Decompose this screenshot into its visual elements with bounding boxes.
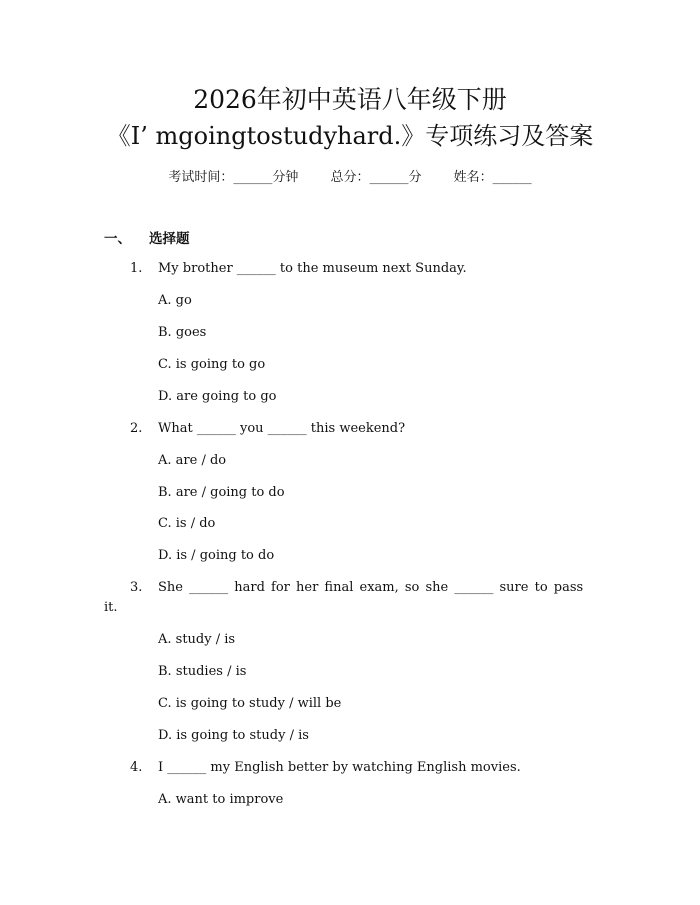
option-1a: A. go [158,293,192,308]
question-3-continuation: it. [104,600,118,615]
question-2 [130,419,405,439]
question-number: 1. [130,261,143,276]
option-4a: A. want to improve [158,792,284,807]
option-2a: A. are / do [158,453,227,468]
section-title: 选择题 [149,231,190,247]
option-3a: A. study / is [158,632,236,647]
question-number: 2. [130,421,143,436]
question-3 [130,578,583,598]
option-3d: D. is going to study / is [158,728,309,743]
option-2d: D. is / going to do [158,548,275,563]
option-1c: C. is going to go [158,357,266,372]
question-1 [130,259,467,279]
question-text: What ______ you ______ this weekend? [158,421,406,436]
section-heading [104,229,190,249]
question-4 [130,758,521,778]
student-name: 姓名：______ [453,170,532,185]
question-number: 3. [130,580,143,595]
option-3b: B. studies / is [158,664,247,679]
section-number: 一、 [104,231,131,247]
question-number: 4. [130,760,143,775]
option-3c: C. is going to study / will be [158,696,342,711]
exam-score: 总分：______分 [330,170,422,185]
exam-info [0,168,700,188]
question-text: I ______ my English better by watching English movies. [158,760,521,775]
title-line-1: 2026年初中英语八年级下册 [193,85,507,114]
question-text: My brother ______ to the museum next Sunday. [158,261,467,276]
option-1d: D. are going to go [158,389,277,404]
exam-time: 考试时间：______分钟 [168,170,299,185]
question-text: She ______ hard for her final exam, so she ______ sure to pass [158,580,584,595]
option-2b: B. are / going to do [158,485,285,500]
option-1b: B. goes [158,325,207,340]
option-2c: C. is / do [158,516,216,531]
title-line-2: 《I’ mgoingtostudyhard.》专项练习及答案 [106,122,594,150]
